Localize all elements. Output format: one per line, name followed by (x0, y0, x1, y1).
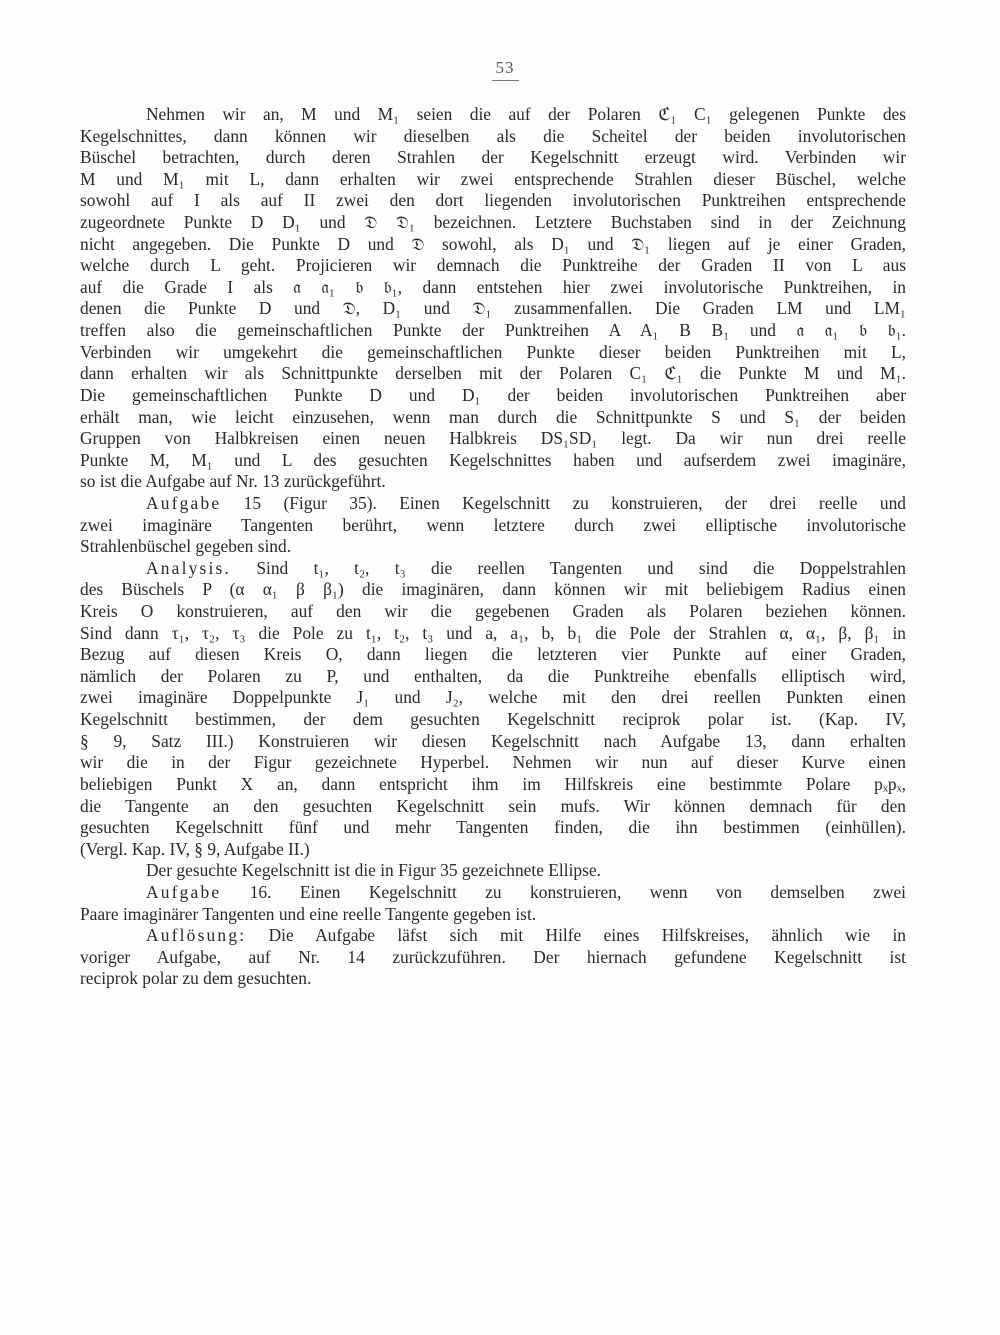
text-line: Die gemeinschaftlichen Punkte D und D₁ der beiden involutorischen Punktreihen aber (80, 384, 906, 405)
paragraph-aufgabe-15 (80, 493, 906, 558)
text-line: auf die Grade I als 𝔞 𝔞₁ 𝔟 𝔟₁, dann entstehen hier zwei involutorische Punktreihen, in (80, 276, 906, 297)
section-label: Auflösung: (146, 925, 247, 946)
text-line: wir die in der Figur gezeichnete Hyperbel. Nehmen wir nun auf dieser Kurve einen (80, 752, 906, 773)
text-line: Büschel betrachten, durch deren Strahlen der Kegelschnitt erzeugt wird. Verbinden wir (80, 147, 906, 168)
text-run: 16. Einen Kegelschnitt zu konstruieren, wenn von demselben zwei (221, 881, 906, 902)
text-line: zwei imaginäre Doppelpunkte J₁ und J₂, welche mit den drei reellen Punkten einen (80, 687, 906, 708)
text-line: Kegelschnittes, dann können wir dieselben als die Scheitel der beiden involutorischen (80, 125, 906, 146)
page-number: 53 (492, 58, 519, 81)
text-line: Nehmen wir an, M und M₁ seien die auf der Polaren ℭ₁ C₁ gelegenen Punkte des (146, 104, 906, 124)
paragraph-analysis (80, 558, 906, 861)
text-body (80, 104, 906, 990)
text-line: Kegelschnitt bestimmen, der dem gesuchten Kegelschnitt reciprok polar ist. (Kap. IV, (80, 709, 906, 730)
text-line: Der gesuchte Kegelschnitt ist die in Figur 35 gezeichnete Ellipse. (146, 860, 601, 881)
section-label: Analysis. (146, 557, 232, 578)
text-line: Verbinden wir umgekehrt die gemeinschaftlichen Punkte dieser beiden Punktreihen mit L, (80, 341, 906, 362)
text-line: welche durch L geht. Projicieren wir demnach die Punktreihe der Graden II von L aus (80, 255, 906, 276)
paragraph-aufgabe-16 (80, 882, 906, 925)
text-line: Paare imaginärer Tangenten und eine reelle Tangente gegeben ist. (80, 903, 537, 924)
paragraph-aufloesung (80, 925, 906, 990)
text-line: § 9, Satz III.) Konstruieren wir diesen Kegelschnitt nach Aufgabe 13, dann erhalten (80, 730, 906, 751)
text-line: des Büschels P (α α₁ β β₁) die imaginären, dann können wir mit beliebigem Radius einen (80, 579, 906, 600)
text-line (80, 558, 906, 580)
paragraph-conclusion (80, 860, 906, 882)
text-line: Gruppen von Halbkreisen einen neuen Halbkreis DS₁SD₁ legt. Da wir nun drei reelle (80, 428, 906, 449)
text-line: erhält man, wie leicht einzusehen, wenn man durch die Schnittpunkte S und S₁ der beiden (80, 406, 906, 427)
text-line: voriger Aufgabe, auf Nr. 14 zurückzuführen. Der hiernach gefundene Kegelschnitt ist (80, 946, 906, 967)
text-line: treffen also die gemeinschaftlichen Punkte der Punktreihen A A₁ B B₁ und 𝔞 𝔞₁ 𝔟 𝔟₁. (80, 320, 906, 341)
text-line: sowohl auf I als auf II zwei den dort liegenden involutorischen Punktreihen entsprechende (80, 190, 906, 211)
paragraph-intro (80, 104, 906, 493)
section-label: Aufgabe (146, 881, 222, 902)
text-line: Sind dann τ₁, τ₂, τ₃ die Pole zu t₁, t₂, t₃ und a, a₁, b, b₁ die Pole der Strahlen α, α₁, β, β₁ in (80, 622, 906, 643)
section-label: Aufgabe (146, 492, 222, 513)
text-run: 15 (Figur 35). Einen Kegelschnitt zu konstruieren, der drei reelle und (221, 492, 906, 513)
text-line: Bezug auf diesen Kreis O, dann liegen die letzteren vier Punkte auf einer Graden, (80, 644, 906, 665)
text-line: so ist die Aufgabe auf Nr. 13 zurückgeführt. (80, 471, 386, 492)
text-line: beliebigen Punkt X an, dann entspricht ihm im Hilfskreis eine bestimmte Polare pₓpₓ, (80, 773, 906, 794)
text-line: M und M₁ mit L, dann erhalten wir zwei entsprechende Strahlen dieser Büschel, welche (80, 168, 906, 189)
text-line: (Vergl. Kap. IV, § 9, Aufgabe II.) (80, 838, 310, 859)
text-line: dann erhalten wir als Schnittpunkte derselben mit der Polaren C₁ ℭ₁ die Punkte M und M₁. (80, 363, 906, 384)
text-run: Sind t₁, t₂, t₃ die reellen Tangenten und sind die Doppelstrahlen (231, 557, 906, 578)
text-line: reciprok polar zu dem gesuchten. (80, 968, 312, 989)
text-line: zugeordnete Punkte D D₁ und 𝔇 𝔇₁ bezeichnen. Letztere Buchstaben sind in der Zeichnung (80, 212, 906, 233)
text-line: zwei imaginäre Tangenten berührt, wenn letztere durch zwei elliptische involutorische (80, 514, 906, 535)
text-line (80, 882, 906, 904)
text-line: nämlich der Polaren zu P, und enthalten, da die Punktreihe ebenfalls elliptisch wird, (80, 665, 906, 686)
text-line: gesuchten Kegelschnitt fünf und mehr Tangenten finden, die ihn bestimmen (einhüllen). (80, 817, 906, 838)
text-line: Kreis O konstruieren, auf den wir die gegebenen Graden als Polaren beziehen können. (80, 601, 906, 622)
text-line: nicht angegeben. Die Punkte D und 𝔇 sowohl, als D₁ und 𝔇₁ liegen auf je einer Graden, (80, 233, 906, 254)
text-line: denen die Punkte D und 𝔇, D₁ und 𝔇₁ zusammenfallen. Die Graden LM und LM₁ (80, 298, 906, 319)
page-number-container (470, 58, 540, 81)
text-run: Die Aufgabe läfst sich mit Hilfe eines Hilfskreises, ähnlich wie in (246, 925, 906, 946)
text-line (80, 493, 906, 515)
text-line: die Tangente an den gesuchten Kegelschnitt sein mufs. Wir können demnach für den (80, 795, 906, 816)
text-line (80, 925, 906, 947)
text-line: Punkte M, M₁ und L des gesuchten Kegelschnittes haben und aufserdem zwei imaginäre, (80, 449, 906, 470)
text-line: Strahlenbüschel gegeben sind. (80, 536, 292, 557)
